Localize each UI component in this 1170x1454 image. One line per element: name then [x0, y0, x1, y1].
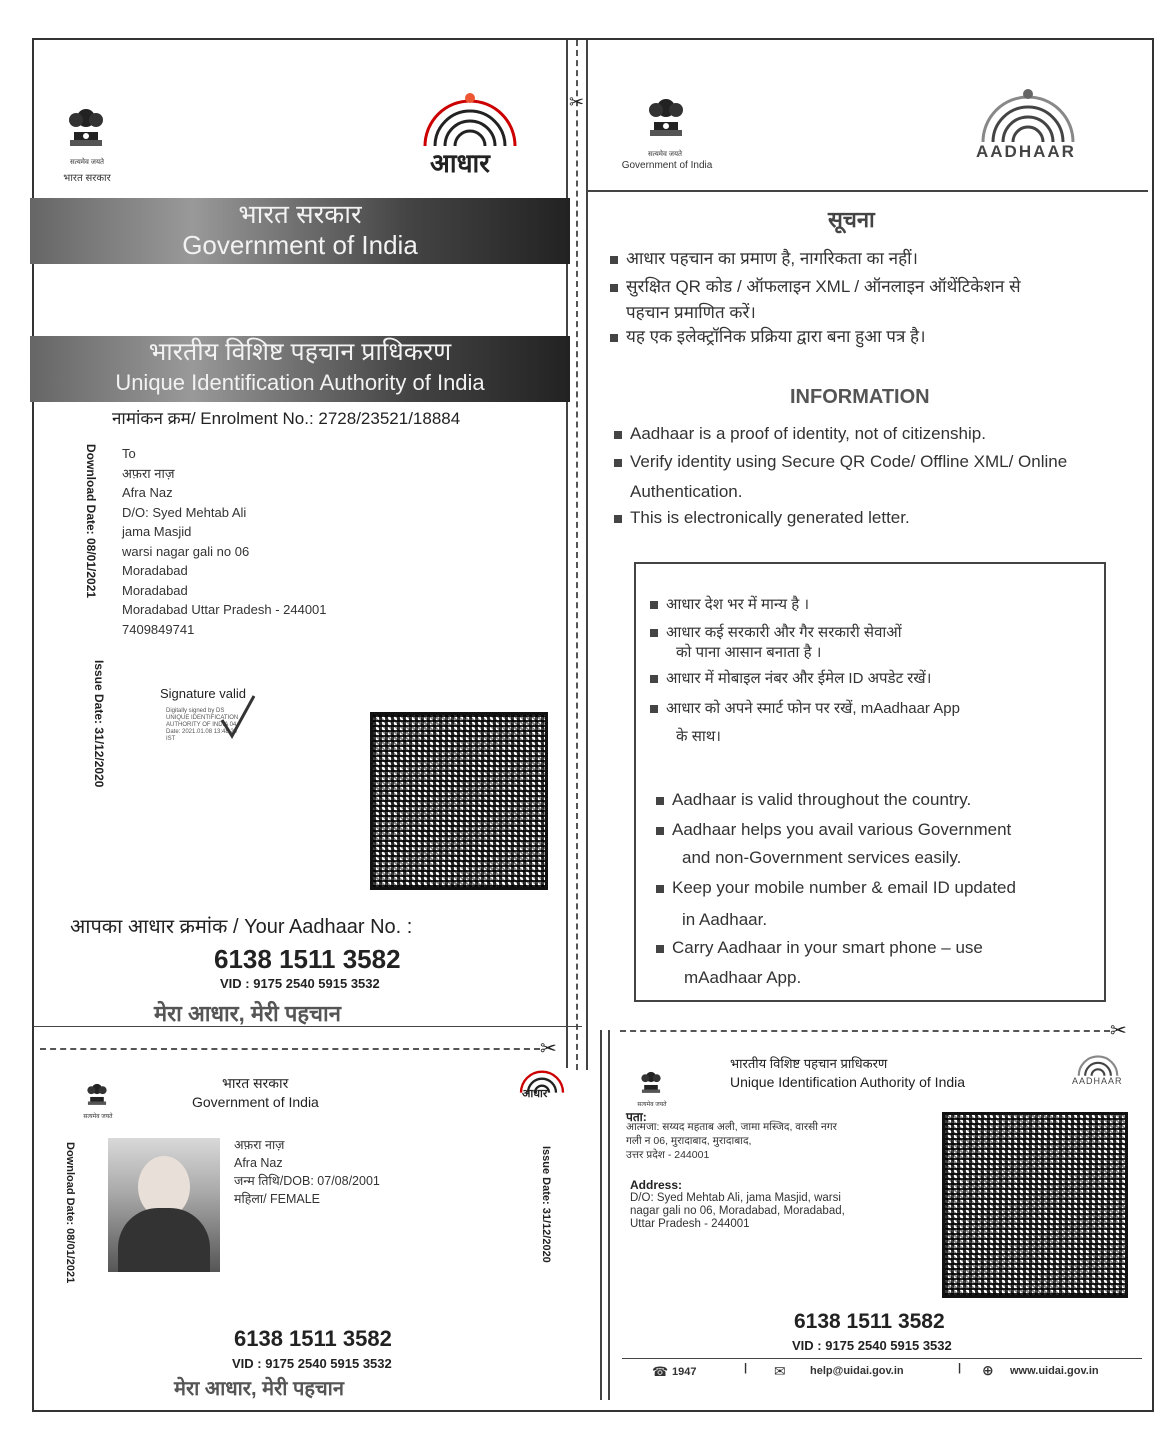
aadhaar-number-label: आपका आधार क्रमांक / Your Aadhaar No. :: [70, 916, 413, 938]
aadhaar-logo-text: AADHAAR: [1072, 1076, 1123, 1086]
box-item-hindi: आधार में मोबाइल नंबर और ईमेल ID अपडेट रखें।: [650, 668, 931, 688]
card-aadhaar-number: 6138 1511 3582: [794, 1310, 945, 1333]
emblem-icon: [80, 1072, 114, 1114]
card-address-line: nagar gali no 06, Moradabad, Moradabad,: [630, 1205, 845, 1217]
uidai-title-english: Unique Identification Authority of India: [115, 370, 485, 395]
uidai-banner: [30, 336, 570, 402]
pata-label: पता:: [626, 1110, 647, 1124]
box-item-english-cont: mAadhaar App.: [684, 968, 802, 987]
address-line: warsi nagar gali no 06: [122, 543, 250, 559]
globe-icon: ⊕: [982, 1362, 994, 1378]
aadhaar-number: 6138 1511 3582: [214, 944, 401, 974]
signature-line: UNIQUE IDENTIFICATION: [166, 715, 239, 721]
footer-separator: |: [744, 1362, 748, 1374]
holder-name-hindi: अफ़रा नाज़: [234, 1138, 285, 1152]
box-item-english-cont: and non-Government services easily.: [682, 848, 962, 867]
card-address-line: Uttar Pradesh - 244001: [630, 1218, 750, 1230]
address-label: Address:: [630, 1178, 683, 1192]
address-line: To: [122, 446, 136, 461]
signature-line: Digitally signed by DS: [166, 708, 225, 714]
aadhaar-logo-text: आधार: [522, 1088, 548, 1100]
signature-line: Date: 2021.01.08 13:48:29: [166, 729, 238, 735]
pata-line: उत्तर प्रदेश - 244001: [626, 1149, 710, 1161]
signature-label: Signature valid: [160, 686, 246, 701]
pata-line: आत्मजा: सय्यद महताब अली, जामा मस्जिद, वारसी नगर: [626, 1121, 837, 1133]
signature-check-icon: [218, 692, 258, 742]
mail-icon: ✉: [774, 1363, 786, 1379]
scissors-icon: ✂: [569, 92, 585, 112]
notice-item: आधार पहचान का प्रमाण है, नागरिकता का नहीं।: [610, 246, 918, 269]
box-item-hindi: आधार को अपने स्मार्ट फोन पर रखें, mAadhaar App: [650, 698, 960, 718]
box-item-hindi-cont: को पाना आसान बनाता है ।: [676, 644, 822, 661]
gov-title-hindi: भारत सरकार: [238, 199, 362, 229]
scissors-icon: ✂: [540, 1038, 557, 1060]
address-line: Moradabad Uttar Pradesh - 244001: [122, 602, 327, 617]
photo-shoulders: [118, 1208, 210, 1272]
gov-title-english: Government of India: [182, 230, 418, 260]
qr-code: [370, 712, 548, 890]
holder-photo: [108, 1138, 220, 1272]
card-tagline: मेरा आधार, मेरी पहचान: [174, 1378, 344, 1400]
holder-gender: महिला/ FEMALE: [234, 1192, 321, 1206]
helpline-number: 1947: [672, 1366, 697, 1378]
address-line: D/O: Syed Mehtab Ali: [122, 504, 247, 520]
address-line: Moradabad: [122, 563, 188, 578]
card-vid-number: VID : 9175 2540 5915 3532: [792, 1338, 952, 1353]
column-divider-right: [586, 40, 588, 1070]
help-email[interactable]: help@uidai.gov.in: [810, 1365, 904, 1377]
holder-name: Afra Naz: [234, 1156, 283, 1170]
emblem-caption: Government of India: [621, 160, 713, 171]
contact-footer: [622, 1360, 1142, 1382]
issue-date: Issue Date: 31/12/2020: [92, 660, 106, 788]
notice-item: सुरक्षित QR कोड / ऑफलाइन XML / ऑनलाइन ऑथेंटिकेशन से: [610, 274, 1021, 297]
signature-line: IST: [166, 736, 176, 742]
header-rule-right: [588, 190, 1148, 192]
card-uidai-english: Unique Identification Authority of India: [730, 1074, 966, 1090]
vid-number: VID : 9175 2540 5915 3532: [220, 976, 380, 991]
phone-icon: ☎: [652, 1364, 669, 1379]
enrolment-number: नामांकन क्रम/ Enrolment No.: 2728/23521/18884: [112, 409, 461, 428]
emblem-motto: सत्यमेव जयते: [69, 159, 105, 166]
emblem-icon: [56, 90, 116, 160]
cut-line-vertical: [576, 40, 578, 1070]
box-item-hindi: आधार देश भर में मान्य है ।: [650, 594, 809, 614]
card-download-date: Download Date: 08/01/2021: [64, 1142, 76, 1284]
card-uidai-hindi: भारतीय विशिष्ट पहचान प्राधिकरण: [730, 1056, 888, 1071]
address-line: 7409849741: [122, 621, 195, 637]
address-line: jama Masjid: [122, 524, 192, 539]
aadhaar-logo-text: आधार: [430, 148, 490, 178]
card-issue-date: Issue Date: 31/12/2020: [540, 1146, 552, 1263]
address-line: अफ़रा नाज़: [122, 465, 175, 481]
footer-separator: |: [958, 1362, 962, 1374]
box-item-english: Aadhaar helps you avail various Government: [656, 820, 1011, 840]
column-divider-left: [566, 40, 568, 1068]
emblem-motto: सत्यमेव जयते: [637, 1102, 667, 1108]
address-line: Moradabad: [122, 582, 188, 598]
card-address: [630, 1192, 845, 1231]
aadhaar-logo-text: AADHAAR: [976, 142, 1076, 161]
emblem-motto: सत्यमेव जयते: [83, 1114, 113, 1120]
holder-dob: जन्म तिथि/DOB: 07/08/2001: [234, 1174, 380, 1188]
notice-item: यह एक इलेक्ट्रॉनिक प्रक्रिया द्वारा बना हुआ पत्र है।: [610, 324, 926, 347]
emblem-icon: [636, 80, 696, 150]
box-item-hindi: आधार कई सरकारी और गैर सरकारी सेवाओं: [650, 622, 902, 642]
address-line: Afra Naz: [122, 485, 173, 500]
cut-line-left: [40, 1048, 540, 1050]
card-address-line: D/O: Syed Mehtab Ali, jama Masjid, warsi: [630, 1192, 841, 1204]
card-aadhaar-number: 6138 1511 3582: [234, 1326, 392, 1351]
card-gov-english: Government of India: [192, 1094, 319, 1110]
notice-item-cont: पहचान प्रमाणित करें।: [626, 303, 756, 322]
info-item-cont: Authentication.: [630, 482, 743, 501]
gov-banner: [30, 198, 570, 264]
website-link[interactable]: www.uidai.gov.in: [1010, 1365, 1099, 1377]
info-item: Aadhaar is a proof of identity, not of citizenship.: [614, 424, 986, 444]
card-divider-left: [600, 1030, 602, 1400]
box-item-hindi-cont: के साथ।: [676, 728, 721, 745]
download-date: Download Date: 08/01/2021: [84, 444, 98, 599]
recipient-address: [122, 444, 327, 639]
emblem-motto: सत्यमेव जयते: [647, 151, 683, 158]
info-item: Verify identity using Secure QR Code/ Offline XML/ Online: [614, 452, 1067, 472]
scissors-icon: ✂: [1110, 1020, 1127, 1042]
pata-line: गली न 06, मुरादाबाद, मुरादाबाद,: [626, 1135, 752, 1147]
emblem-icon: [634, 1060, 668, 1102]
holder-details: [234, 1136, 380, 1208]
signature-line: AUTHORITY OF INDIA 04: [166, 722, 237, 728]
notice-title: सूचना: [828, 207, 875, 232]
footer-rule: [622, 1358, 1142, 1359]
box-item-english: Aadhaar is valid throughout the country.: [656, 790, 971, 810]
box-item-english: Carry Aadhaar in your smart phone – use: [656, 938, 983, 958]
pata-address: [626, 1120, 837, 1162]
box-item-english: Keep your mobile number & email ID updated: [656, 878, 1016, 898]
emblem-caption: भारत सरकार: [63, 173, 111, 184]
card-vid-number: VID : 9175 2540 5915 3532: [232, 1356, 392, 1371]
card-divider-right: [608, 1030, 610, 1400]
info-item: This is electronically generated letter.: [614, 508, 910, 528]
info-title: INFORMATION: [790, 386, 930, 408]
tagline: मेरा आधार, मेरी पहचान: [154, 1001, 341, 1026]
card-gov-hindi: भारत सरकार: [222, 1075, 289, 1091]
card-qr-code: [942, 1112, 1128, 1298]
cut-line-right: [620, 1030, 1110, 1032]
box-item-english-cont: in Aadhaar.: [682, 910, 768, 929]
uidai-title-hindi: भारतीय विशिष्ट पहचान प्राधिकरण: [148, 338, 452, 366]
